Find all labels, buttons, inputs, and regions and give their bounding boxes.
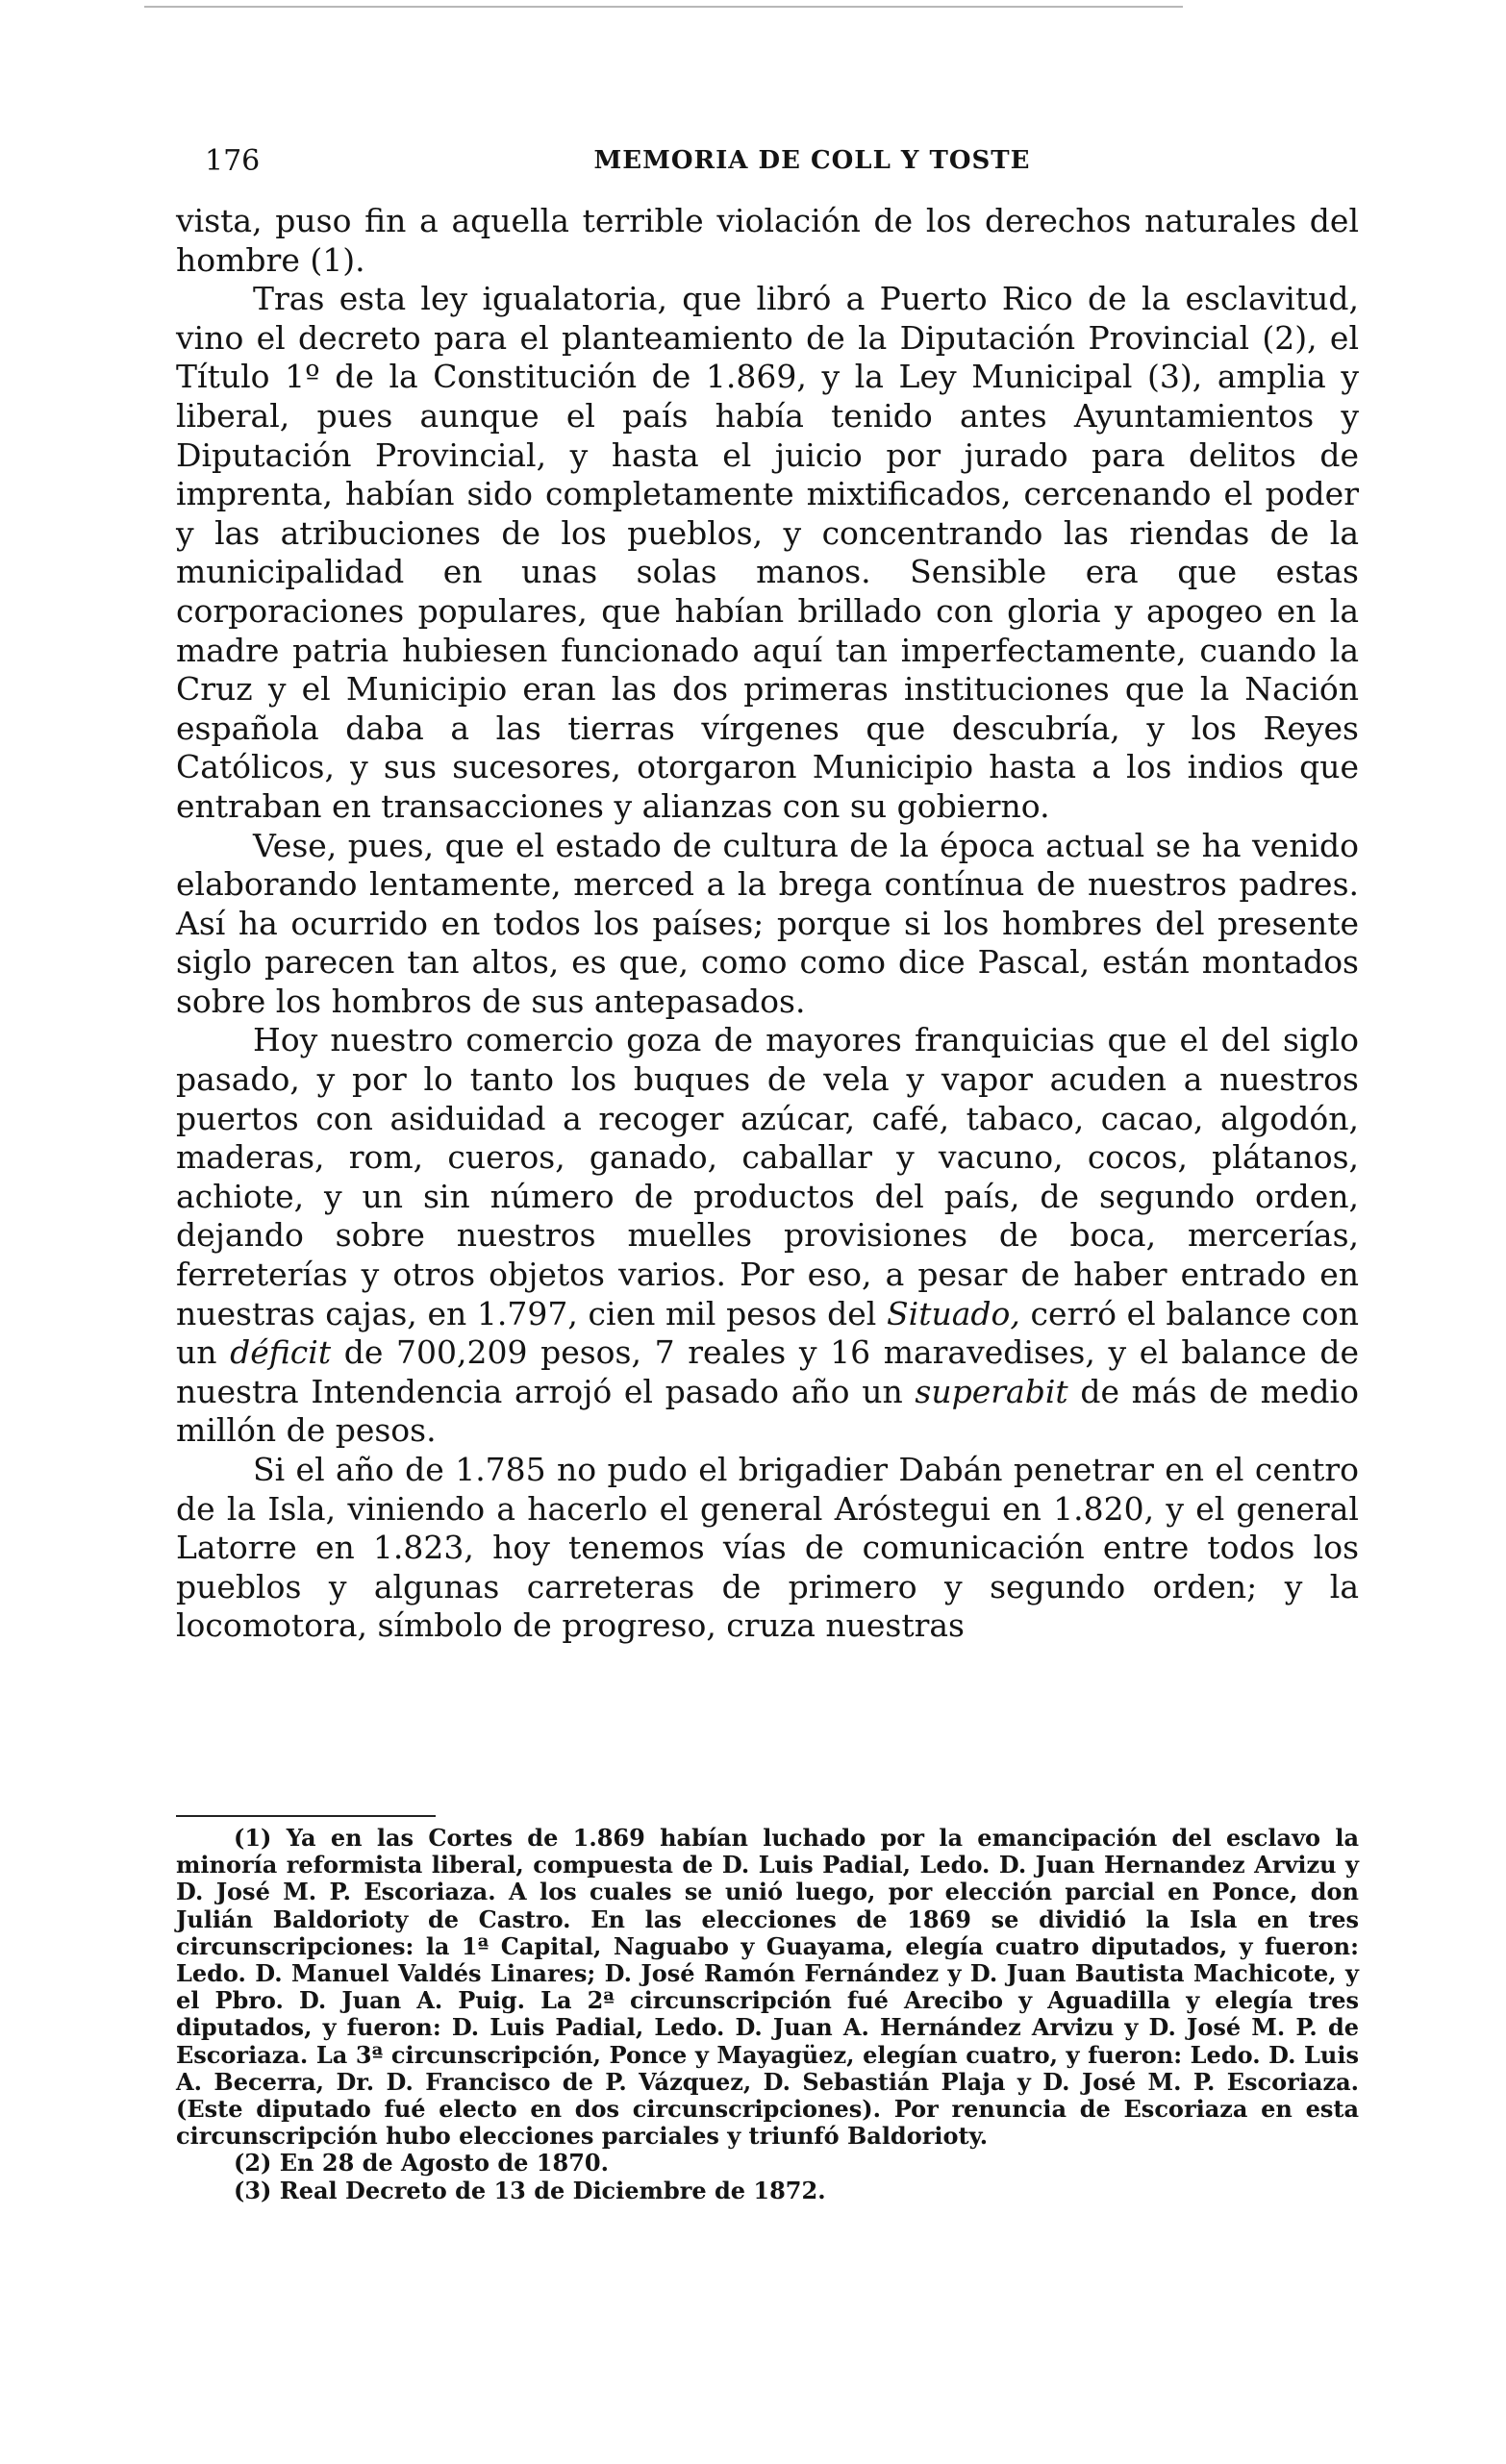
paragraph-3: Vese, pues, que el estado de cultura de la época actual se ha venido elaborando lentamente, merced a la brega contínua de nuestros padres. Así ha ocurrido en todos los países; porque si los hombres del presente siglo parecen tan altos, es que, como como dice Pascal, están montados sobre los hombros de sus antepasados. — [176, 826, 1359, 1020]
italic-superabit: superabit — [915, 1372, 1068, 1410]
paragraph-4 — [176, 1021, 1359, 1451]
paragraph-4-part-a: Hoy nuestro comercio goza de mayores franquicias que el del siglo pasado, y por lo tanto los buques de vela y vapor acuden a nuestros puertos con asiduidad a recoger azúcar, café, tabaco, cacao, algodón, maderas, rom, cueros, ganado, caballar y vacuno, cocos, plátanos, achiote, y un sin número de productos del país, de segundo orden, dejando sobre nuestros muelles provisiones de boca, mercerías, ferreterías y otros objetos varios. Por eso, a pesar de haber entrado en nuestras cajas, en 1.797, cien mil pesos del — [176, 1021, 1359, 1332]
footnote-1: (1) Ya en las Cortes de 1.869 habían luchado por la emancipación del esclavo la minoría reformista liberal, compuesta de D. Luis Padial, Ledo. D. Juan Hernandez Arvizu y D. José M. P. Escoriaza. A los cuales se unió luego, por elección parcial en Ponce, don Julián Baldorioty de Castro. En las elecciones de 1869 se dividió la Isla en tres circunscripciones: la 1ª Capital, Naguabo y Guayama, elegía cuatro diputados, y fueron: Ledo. D. Manuel Valdés Linares; D. José Ramón Fernández y D. Juan Bautista Machicote, y el Pbro. D. Juan A. Puig. La 2ª circunscripción fué Arecibo y Aguadilla y elegía tres diputados, y fueron: D. Luis Padial, Ledo. D. Juan A. Hernández Arvizu y D. José M. P. de Escoriaza. La 3ª circunscripción, Ponce y Mayagüez, elegían cuatro, y fueron: Ledo. D. Luis A. Becerra, Dr. D. Francisco de P. Vázquez, D. Sebastián Plaja y D. José M. P. Escoriaza. (Este diputado fué electo en dos circunscripciones). Por renuncia de Escoriaza en esta circunscripción hubo elecciones parciales y triunfó Baldorioty. — [176, 1824, 1359, 2151]
footnote-3: (3) Real Decreto de 13 de Diciembre de 1872. — [234, 2176, 826, 2204]
running-title: MEMORIA DE COLL Y TOSTE — [593, 146, 1031, 175]
paragraph-4-part-b: cerró el balance con un — [176, 1294, 1359, 1372]
paragraph-1: vista, puso fin a aquella terrible violación de los derechos naturales del hombre (1). — [176, 202, 1359, 279]
paragraph-5: Si el año de 1.785 no pudo el brigadier Dabán penetrar en el centro de la Isla, viniendo a hacerlo el general Aróstegui en 1.820, y el general Latorre en 1.823, hoy tenemos vías de comunicación entre todos los pueblos y algunas carreteras de primero y segundo orden; y la locomotora, símbolo de progreso, cruza nuestras — [176, 1451, 1359, 1645]
paragraph-4-part-d: de más de medio millón de pesos. — [176, 1372, 1359, 1450]
page-number: 176 — [205, 144, 261, 178]
footnote-2: (2) En 28 de Agosto de 1870. — [234, 2149, 609, 2178]
footnotes — [176, 1825, 1359, 2204]
main-text — [176, 202, 1359, 1646]
italic-situado: Situado, — [887, 1294, 1020, 1332]
footnote-rule — [176, 1815, 436, 1817]
paragraph-2: Tras esta ley igualatoria, que libró a Puerto Rico de la esclavitud, vino el decreto para el planteamiento de la Diputación Provincial (2), el Título 1º de la Constitución de 1.869, y la Ley Municipal (3), amplia y liberal, pues aunque el país había tenido antes Ayuntamientos y Diputación Provincial, y hasta el juicio por jurado para delitos de imprenta, habían sido completamente mixtificados, cercenando el poder y las atribuciones de los pueblos, y concentrando las riendas de la municipalidad en unas solas manos. Sensible era que estas corporaciones populares, que habían brillado con gloria y apogeo en la madre patria hubiesen funcionado aquí tan imperfectamente, cuando la Cruz y el Municipio eran las dos primeras instituciones que la Nación española daba a las tierras vírgenes que descubría, y los Reyes Católicos, y sus sucesores, otorgaron Municipio hasta a los indios que entraban en transacciones y alianzas con su gobierno. — [176, 280, 1359, 825]
top-scan-rule — [144, 6, 1183, 8]
page-header — [205, 144, 1362, 183]
paragraph-4-part-c: de 700,209 pesos, 7 reales y 16 maravedises, y el balance de nuestra Intendencia arrojó el pasado año un — [176, 1333, 1359, 1410]
italic-deficit: déficit — [230, 1333, 332, 1372]
